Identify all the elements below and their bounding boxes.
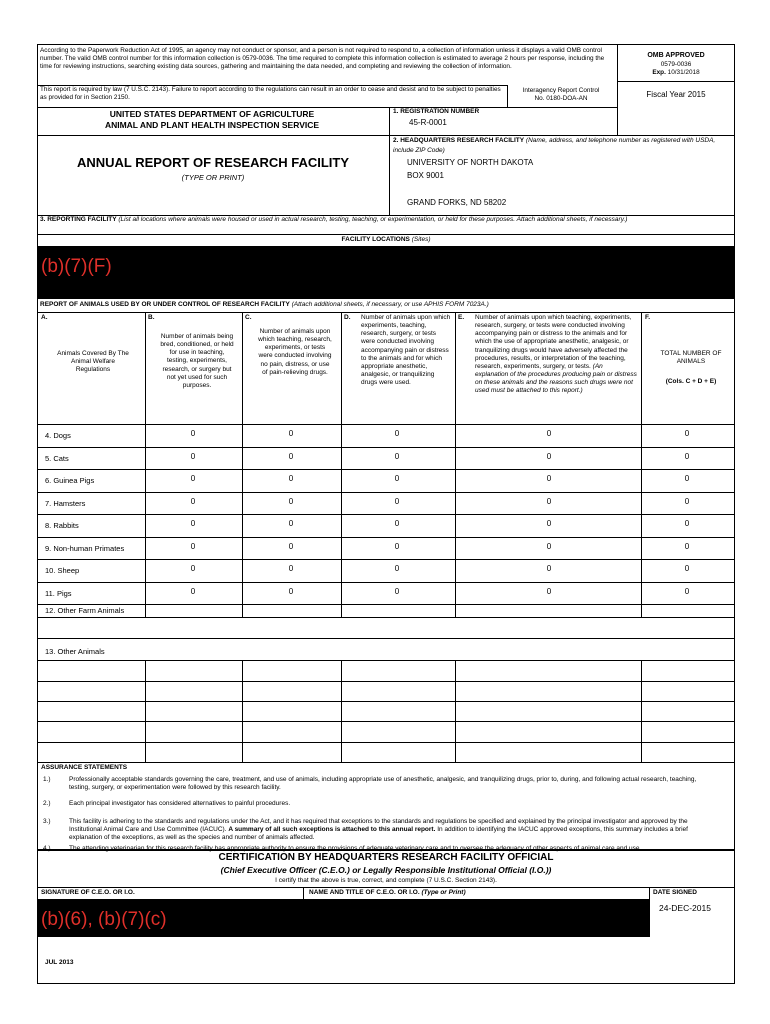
table-cell-f: 0 (684, 451, 690, 461)
col-e-header: Number of animals upon which teaching, experiments, research, surgery, or tests were conducted involving accompanying pain or distress to the animals and for which the use of appropriate anesthetic, analgesic, or tranquilizing drugs would have adversely affected the procedures, results, or interpretation of the teaching, research, experiments, surgery, or tests. (An explanation of the procedures producing pain or distress on these animals and the reasons such drugs were not used must be attached to this report.) (475, 314, 637, 395)
date-signed-value: 24-DEC-2015 (659, 903, 711, 913)
assurance-2-number: 2.) (43, 800, 51, 807)
facility-locations-redaction (37, 246, 735, 299)
assurance-3: This facility is adhering to the standards and regulations under the Act, and it has required that exceptions to the standards and regulations be specified and explained by the principal investigator and approved by the Institutional Animal Care and Use Committee (IACUC). A summary of all such exceptions is attached to this annual report. In addition to identifying the IACUC approved exceptions, this summary includes a brief explanation of the exceptions, as well as the species and number of animals affected. (69, 818, 688, 842)
redaction-label: (b)(7)(F) (41, 256, 112, 277)
table-cell-e: 0 (546, 519, 552, 528)
service-name: ANIMAL AND PLANT HEALTH INSPECTION SERVICE (104, 120, 320, 130)
col-b-letter: B. (148, 314, 155, 321)
signature-redaction-label: (b)(6), (b)(7)(c) (41, 909, 167, 930)
table-cell-f: 0 (684, 474, 690, 483)
law-notice: This report is required by law (7 U.S.C. 2143). Failure to report according to the regulations can result in an order to cease and desist and to be subject to penalties as provided for in Section 2150. (40, 86, 501, 102)
table-cell-f: 0 (684, 496, 690, 506)
table-cell-d: 0 (394, 586, 400, 596)
table-cell-c: 0 (288, 519, 294, 528)
table-cell-d: 0 (394, 429, 400, 438)
col-e-letter: E. (458, 314, 465, 321)
annual-report-form (37, 44, 735, 984)
report-subtitle: (TYPE OR PRINT) (181, 173, 245, 182)
table-cell-f: 0 (684, 541, 690, 551)
table-cell-b: 0 (190, 564, 196, 573)
other-farm-animals: 12. Other Farm Animals (45, 606, 125, 615)
assurance-1: Professionally acceptable standards governing the care, treatment, and use of animals, including appropriate use of anesthetic, analgesic, and tranquilizing drugs, prior to, during, and following actual research, teaching, testing, surgery, or experimentation were followed by this research facility. (69, 776, 697, 792)
table-cell-f: 0 (684, 519, 690, 528)
table-cell-f: 0 (684, 586, 690, 596)
col-b-header: Number of animals being bred, conditioned, or held for use in teaching, testing, experiments, research, or surgery but not yet used for such purposes. (160, 333, 234, 389)
col-d-letter: D. (344, 314, 351, 321)
omb-exp-label: Exp. (652, 69, 666, 76)
hq-facility-line3: GRAND FORKS, ND 58202 (407, 198, 507, 207)
col-c-header: Number of animals upon which teaching, research, experiments, or tests were conducted involving no pain, distress, or use of pain-relieving drugs. (258, 328, 332, 376)
table-row-label: 8. Rabbits (45, 521, 79, 530)
table-cell-f: 0 (684, 429, 690, 438)
table-cell-d: 0 (394, 496, 400, 506)
reporting-facility-label: 3. REPORTING FACILITY (List all locations where animals were housed or used in actual research, testing, teaching, or experimentation, or held for these purposes. Attach additional sheets, if necessary.) (40, 216, 628, 223)
omb-approved: OMB APPROVED (647, 52, 705, 59)
col-f-header: TOTAL NUMBER OF ANIMALS (660, 350, 722, 366)
report-title: ANNUAL REPORT OF RESEARCH FACILITY (76, 155, 350, 170)
date-signed-label: DATE SIGNED (653, 889, 697, 896)
table-cell-c: 0 (288, 564, 294, 573)
table-cell-c: 0 (288, 429, 294, 438)
signature-label: SIGNATURE OF C.E.O. OR I.O. (41, 889, 135, 896)
table-cell-b: 0 (190, 541, 196, 551)
assurance-4: The attending veterinarian for this research facility has appropriate authority to ensure the provisions of adequate veterinary care and to oversee the adequacy of other aspects of animal care and use. (69, 845, 642, 852)
table-row-label: 10. Sheep (45, 566, 80, 575)
table-row-label: 4. Dogs (45, 431, 71, 440)
paperwork-notice: According to the Paperwork Reduction Act of 1995, an agency may not conduct or sponsor, and a person is not required to respond to, a collection of information unless it displays a valid OMB control number. The valid OMB control number for this information collection is 0579-0036. The time required to complete this information collection is estimated to average 2 hours per response, including the time for reviewing instructions, searching existing data sources, gathering and maintaining the data needed, and completing and reviewing the collection of information. (40, 47, 605, 71)
omb-exp-date: 10/31/2018 (667, 69, 700, 76)
table-cell-d: 0 (394, 519, 400, 528)
col-f-formula: (Cols. C + D + E) (665, 378, 717, 385)
col-a-header: Animals Covered By The Animal Welfare Regulations (57, 350, 129, 374)
table-cell-f: 0 (684, 564, 690, 573)
table-cell-e: 0 (546, 586, 552, 596)
table-cell-e: 0 (546, 429, 552, 438)
assurance-2: Each principal investigator has considered alternatives to painful procedures. (69, 800, 291, 807)
table-cell-c: 0 (288, 451, 294, 461)
certification-subtitle: (Chief Executive Officer (C.E.O.) or Legally Responsible Institutional Official (I.O.)) (220, 865, 552, 875)
table-cell-c: 0 (288, 474, 294, 483)
table-row-label: 6. Guinea Pigs (45, 476, 95, 485)
table-cell-b: 0 (190, 429, 196, 438)
facility-locations-label: FACILITY LOCATIONS (Sites) (341, 236, 431, 243)
name-title-label: NAME AND TITLE OF C.E.O. OR I.O. (Type or Print) (309, 889, 466, 896)
table-cell-e: 0 (546, 474, 552, 483)
table-cell-e: 0 (546, 496, 552, 506)
certification-statement: I certify that the above is true, correct, and complete (7 U.S.C. Section 2143). (275, 877, 497, 884)
omb-expiration (619, 69, 733, 77)
table-row-label: 7. Hamsters (45, 498, 86, 508)
table-cell-d: 0 (394, 541, 400, 551)
registration-number: 45-R-0001 (409, 118, 447, 127)
department-name: UNITED STATES DEPARTMENT OF AGRICULTURE (109, 109, 315, 119)
table-row-label: 9. Non-human Primates (45, 543, 125, 553)
hq-facility-label: 2. HEADQUARTERS RESEARCH FACILITY (Name, address, and telephone number as registered with USDA, include ZIP Code) (393, 137, 716, 154)
col-c-letter: C. (245, 314, 252, 321)
hq-facility-line2: BOX 9001 (407, 171, 444, 180)
table-cell-c: 0 (288, 541, 294, 551)
col-f-letter: F. (645, 314, 651, 321)
fiscal-year: Fiscal Year 2015 (646, 90, 706, 99)
assurance-3-number: 3.) (43, 818, 51, 825)
other-animals: 13. Other Animals (45, 647, 105, 656)
animals-table-title: REPORT OF ANIMALS USED BY OR UNDER CONTROL OF RESEARCH FACILITY (Attach additional sheets, if necessary, or use APHIS FORM 7023A.) (40, 301, 489, 308)
signature-redaction (37, 899, 649, 937)
assurance-title: ASSURANCE STATEMENTS (41, 764, 128, 771)
table-cell-d: 0 (394, 474, 400, 483)
omb-number: 0579-0036 (660, 61, 692, 68)
assurance-1-number: 1.) (43, 776, 51, 783)
col-d-header: Number of animals upon which experiments, teaching, research, surgery, or tests were conducted involving accompanying pain or distress to the animals and for which appropriate anesthetic, analgesic, or tranquilizing drugs were used. (361, 314, 451, 386)
table-cell-e: 0 (546, 541, 552, 551)
table-row-label: 5. Cats (45, 453, 69, 463)
table-cell-b: 0 (190, 586, 196, 596)
table-row-label: 11. Pigs (45, 588, 72, 598)
col-a-letter: A. (41, 314, 48, 321)
table-cell-b: 0 (190, 474, 196, 483)
interagency-number: No. 0180-DOA-AN (534, 95, 588, 102)
table-cell-b: 0 (190, 451, 196, 461)
table-cell-b: 0 (190, 496, 196, 506)
table-cell-e: 0 (546, 451, 552, 461)
table-cell-e: 0 (546, 564, 552, 573)
table-cell-b: 0 (190, 519, 196, 528)
form-date: JUL 2013 (45, 959, 74, 966)
table-cell-d: 0 (394, 451, 400, 461)
table-cell-c: 0 (288, 496, 294, 506)
hq-facility-line1: UNIVERSITY OF NORTH DAKOTA (407, 158, 534, 167)
table-cell-d: 0 (394, 564, 400, 573)
interagency-label: Interagency Report Control (522, 87, 600, 94)
registration-label: 1. REGISTRATION NUMBER (393, 108, 480, 115)
assurance-4-number: 4.) (43, 845, 51, 852)
certification-title: CERTIFICATION BY HEADQUARTERS RESEARCH FACILITY OFFICIAL (218, 852, 554, 863)
table-cell-c: 0 (288, 586, 294, 596)
